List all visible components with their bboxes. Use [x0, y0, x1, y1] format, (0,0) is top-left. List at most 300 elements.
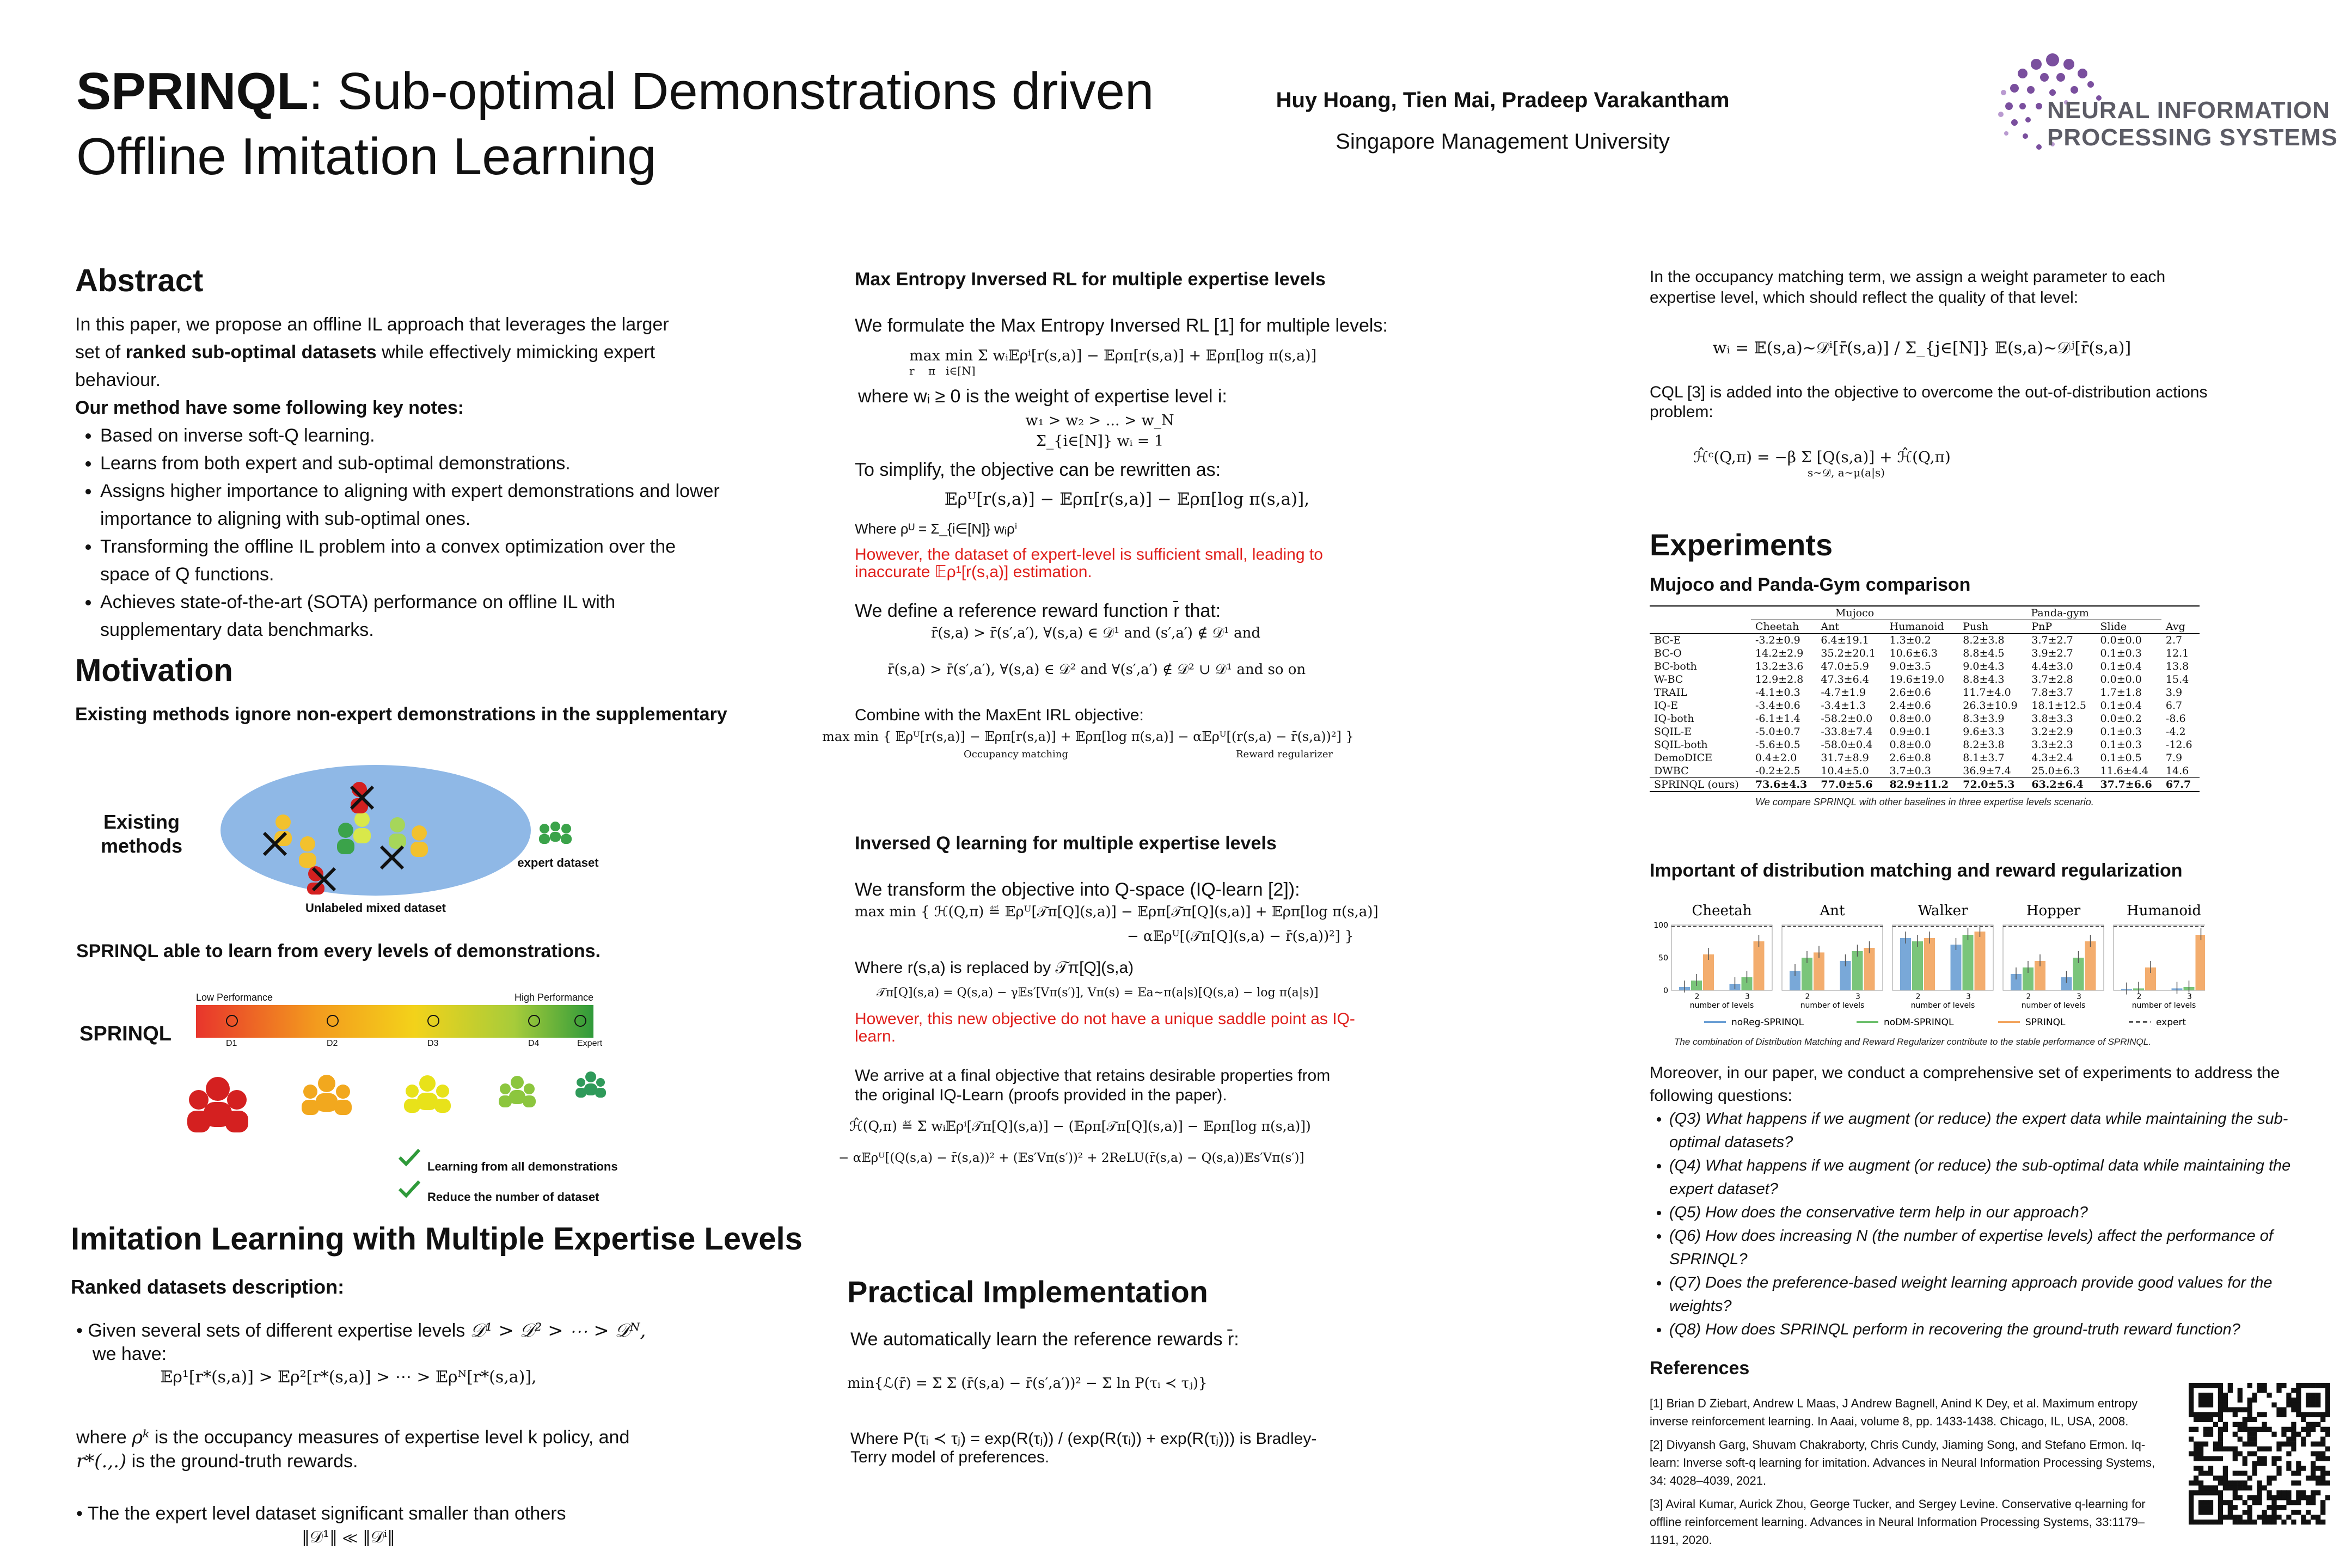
qr-module — [2306, 1402, 2311, 1407]
qr-module — [2218, 1398, 2223, 1402]
qr-module — [2286, 1500, 2291, 1505]
invq-eq1b: − α𝔼ρᵁ[(𝒯π[Q](s,a) − r̄(s,a))²] } — [1127, 928, 1354, 945]
qr-module — [2218, 1388, 2223, 1393]
qr-module — [2311, 1490, 2316, 1495]
legend-label: SPRINQL — [2025, 1017, 2066, 1028]
abstract-p2-pre: set of — [75, 342, 126, 363]
maxent-p1: We formulate the Max Entropy Inversed RL [1] for multiple levels: — [855, 315, 1388, 336]
qr-module — [2276, 1442, 2281, 1447]
table-cell: -58.2±0.0 — [1821, 713, 1873, 725]
qr-module — [2320, 1437, 2325, 1442]
qr-module — [2281, 1520, 2286, 1524]
qr-module — [2189, 1520, 2194, 1524]
table-cell: 77.0±5.6 — [1821, 779, 1873, 791]
table-cell: 8.2±3.8 — [1963, 634, 2005, 646]
maxent-red-note: However, the dataset of expert-level is sufficient small, leading to inaccurate 𝔼ρ¹[r(s,a)] estimation. — [855, 546, 1323, 581]
x-tick-label: 3 — [2077, 993, 2081, 1001]
table-caption: We compare SPRINQL with other baselines in three expertise levels scenario. — [1755, 797, 2094, 807]
qr-module — [2203, 1412, 2208, 1417]
table-cell: IQ-E — [1654, 700, 1679, 712]
bar — [1912, 941, 1923, 990]
level-markers — [196, 1005, 603, 1049]
qr-module — [2291, 1422, 2296, 1427]
experiments-heading: Experiments — [1650, 528, 1833, 562]
qr-module — [2198, 1471, 2203, 1475]
table-cell: 19.6±19.0 — [1889, 673, 1945, 685]
table-cell: 15.4 — [2165, 673, 2189, 685]
qr-module — [2233, 1422, 2238, 1427]
qr-module — [2238, 1471, 2243, 1475]
motivation-heading: Motivation — [75, 653, 233, 688]
table-cell: -5.6±0.5 — [1755, 739, 1800, 751]
table-cell: -12.6 — [2165, 739, 2192, 751]
table-cell: 10.4±5.0 — [1821, 765, 1869, 777]
qr-module — [2247, 1412, 2252, 1417]
qr-module — [2233, 1515, 2238, 1520]
title-rest: : Sub-optimal Demonstrations driven — [308, 62, 1154, 120]
table-cell: -6.1±1.4 — [1755, 713, 1800, 725]
qr-module — [2198, 1500, 2203, 1505]
x-tick-label: 2 — [1915, 993, 1921, 1001]
qr-module — [2311, 1466, 2316, 1471]
qr-module — [2218, 1437, 2223, 1442]
qr-module — [2257, 1383, 2262, 1388]
qr-module — [2316, 1383, 2320, 1388]
qr-module — [2238, 1407, 2243, 1412]
table-cell: 2.6±0.8 — [1889, 752, 1931, 764]
y-tick-label: 50 — [1658, 954, 1668, 963]
qr-module — [2233, 1456, 2238, 1461]
qr-module — [2301, 1490, 2306, 1495]
practical-section — [847, 1274, 1631, 1467]
maxent-simplify: To simplify, the objective can be rewritten as: — [855, 460, 1221, 480]
table-cell: 0.1±0.4 — [2100, 700, 2142, 712]
qr-module — [2218, 1505, 2223, 1510]
logo-line2: PROCESSING SYSTEMS — [2047, 124, 2338, 151]
qr-module — [2286, 1461, 2291, 1466]
qr-module — [2252, 1466, 2257, 1471]
qr-module — [2281, 1383, 2286, 1388]
list-item: • Assigns higher importance to aligning with expert demonstrations and lower importance to aligning with sub-optimal ones. — [100, 477, 726, 533]
qr-module — [2223, 1393, 2228, 1398]
list-item: • (Q6) How does increasing N (the number of expertise levels) affect the performance of SPRINQL? — [1669, 1224, 2295, 1271]
qr-module — [2306, 1475, 2311, 1480]
qr-module — [2296, 1383, 2301, 1388]
qr-module — [2208, 1500, 2213, 1505]
table-cell: 9.6±3.3 — [1963, 726, 2005, 738]
qr-module — [2243, 1407, 2247, 1412]
qr-module — [2257, 1412, 2262, 1417]
qr-module — [2276, 1388, 2281, 1393]
table-cell: 2.6±0.6 — [1889, 687, 1931, 699]
qr-module — [2271, 1515, 2276, 1520]
invq-eq3: ℋ̂(Q,π) ≝ Σ wᵢ𝔼ρⁱ[𝒯π[Q](s,a)] − (𝔼ρπ[𝒯π[Q](s,a)] − 𝔼ρπ[log π(s,a)]) — [849, 1118, 1311, 1134]
qr-module — [2203, 1442, 2208, 1447]
table-cell: -3.4±1.3 — [1821, 700, 1866, 712]
abstract-section — [75, 262, 837, 644]
level-label: Expert — [577, 1039, 603, 1048]
maxent-where-rho: Where ρᵁ = Σ_{i∈[N]} wᵢρⁱ — [855, 520, 1018, 537]
qr-module — [2247, 1515, 2252, 1520]
qr-module — [2286, 1398, 2291, 1402]
qr-module — [2301, 1383, 2306, 1388]
qr-module — [2223, 1466, 2228, 1471]
imitation-b1-pre: Given several sets of different expertise levels — [88, 1320, 470, 1341]
qr-module — [2247, 1398, 2252, 1402]
qr-module — [2281, 1495, 2286, 1500]
qr-module — [2213, 1490, 2218, 1495]
panel-title: Walker — [1918, 903, 1968, 919]
qr-module — [2189, 1500, 2194, 1505]
qr-module — [2189, 1495, 2194, 1500]
qr-module — [2208, 1402, 2213, 1407]
x-tick-label: 2 — [2026, 993, 2031, 1001]
qr-module — [2257, 1485, 2262, 1490]
qr-module — [2243, 1520, 2247, 1524]
qr-module — [2233, 1505, 2238, 1510]
qr-module — [2198, 1451, 2203, 1456]
qr-module — [2208, 1466, 2213, 1471]
x-tick-label: 3 — [2187, 993, 2192, 1001]
qr-module — [2194, 1412, 2198, 1417]
qr-module — [2320, 1456, 2325, 1461]
table-cell: 1.3±0.2 — [1889, 634, 1931, 646]
qr-module — [2301, 1515, 2306, 1520]
qr-module — [2252, 1471, 2257, 1475]
qr-module — [2325, 1456, 2330, 1461]
qr-module — [2267, 1480, 2271, 1485]
imitation-section: Imitation Learning with Multiple Expertise Levels Ranked datasets description: • Given several sets of different expertise levels 𝒟¹ > 𝒟² > ⋯ > 𝒟ᴺ, we have: 𝔼ρ¹[r*(s,a)] > 𝔼ρ²[r*(s,a)] > ⋯ > 𝔼ρᴺ[r*(s,a)], where ρᵏ is the occupancy measures of expertise level k policy, and r*(.,.) is the ground-truth rewards. • The the expert level dataset significant smaller than others ‖𝒟¹‖ ≪ ‖𝒟ⁱ‖ — [71, 1221, 877, 1551]
table-cell: -4.1±0.3 — [1755, 687, 1800, 699]
qr-module — [2252, 1451, 2257, 1456]
table-cell: 3.2±2.9 — [2031, 726, 2073, 738]
table-cell: 11.7±4.0 — [1963, 687, 2011, 699]
qr-module — [2189, 1398, 2194, 1402]
qr-module — [2189, 1505, 2194, 1510]
x-tick-label: 2 — [2136, 993, 2142, 1001]
weights-p1: In the occupancy matching term, we assign a weight parameter to each expertise level, which should reflect the quality of that level: — [1650, 268, 2166, 307]
qr-module — [2306, 1398, 2311, 1402]
qr-module — [2267, 1495, 2271, 1500]
qr-module — [2325, 1427, 2330, 1432]
qr-module — [2257, 1456, 2262, 1461]
table-row — [1650, 699, 2200, 712]
qr-module — [2291, 1402, 2296, 1407]
qr-module — [2218, 1432, 2223, 1437]
table-row — [1650, 725, 2200, 738]
qr-module — [2238, 1495, 2243, 1500]
qr-module — [2320, 1475, 2325, 1480]
affiliation: Singapore Management University — [1336, 130, 1670, 154]
qr-module — [2252, 1398, 2257, 1402]
table-cell: 10.6±6.3 — [1889, 647, 1938, 659]
table-cell: -5.0±0.7 — [1755, 726, 1800, 738]
qr-module — [2247, 1495, 2252, 1500]
table-cell: -3.2±0.9 — [1755, 634, 1800, 646]
qr-module — [2311, 1442, 2316, 1447]
qr-module — [2203, 1427, 2208, 1432]
high-perf-label: High Performance — [514, 992, 594, 1003]
table-cell: 12.9±2.8 — [1755, 673, 1804, 685]
table-cell: -3.4±0.6 — [1755, 700, 1800, 712]
qr-module — [2262, 1456, 2267, 1461]
qr-module — [2311, 1422, 2316, 1427]
notes-heading: Our method have some following key notes: — [75, 397, 464, 418]
qr-module — [2325, 1393, 2330, 1398]
qr-module — [2208, 1412, 2213, 1417]
qr-module — [2271, 1495, 2276, 1500]
table-cell: TRAIL — [1654, 687, 1687, 699]
list-item: • Achieves state-of-the-art (SOTA) performance on offline IL with supplementary data benchmarks. — [100, 589, 726, 644]
group-header: Panda-gym — [1958, 606, 2161, 620]
qr-module — [2320, 1510, 2325, 1515]
qr-module — [2228, 1485, 2233, 1490]
qr-module — [2320, 1505, 2325, 1510]
table-cell: 8.2±3.8 — [1963, 739, 2005, 751]
maxent-define: We define a reference reward function r̄ that: — [855, 601, 1221, 621]
qr-module — [2276, 1383, 2281, 1388]
qr-module — [2228, 1515, 2233, 1520]
table-cell: 7.9 — [2165, 752, 2183, 764]
qr-module — [2233, 1407, 2238, 1412]
references-section — [1650, 1358, 2172, 1549]
qr-module — [2198, 1417, 2203, 1422]
experiments-section — [1650, 527, 2303, 596]
qr-module — [2301, 1520, 2306, 1524]
weights-eq2-sub: s∼𝒟, a∼μ(a|s) — [1808, 466, 1885, 479]
panel-title: Cheetah — [1692, 903, 1752, 919]
abstract-p3: behaviour. — [75, 370, 161, 390]
qr-module — [2301, 1495, 2306, 1500]
qr-module — [2218, 1500, 2223, 1505]
qr-module — [2311, 1393, 2316, 1398]
x-tick-label: 3 — [1966, 993, 1971, 1001]
moreover-text: Moreover, in our paper, we conduct a comprehensive set of experiments to address the following questions: — [1650, 1064, 2280, 1105]
qr-module — [2271, 1500, 2276, 1505]
weights-section — [1650, 267, 2303, 479]
qr-module — [2320, 1480, 2325, 1485]
qr-module — [2203, 1520, 2208, 1524]
table-cell: 47.0±5.9 — [1821, 660, 1869, 672]
ablation-chart — [1650, 901, 2205, 1043]
checkmark-icon — [397, 1148, 421, 1167]
qr-module — [2223, 1398, 2228, 1402]
experiments-subheading: Mujoco and Panda-Gym comparison — [1650, 574, 1971, 595]
qr-module — [2271, 1475, 2276, 1480]
table-cell: 31.7±8.9 — [1821, 752, 1869, 764]
qr-module — [2238, 1451, 2243, 1456]
qr-module — [2262, 1510, 2267, 1515]
qr-module — [2213, 1412, 2218, 1417]
qr-module — [2203, 1383, 2208, 1388]
column-header: Ant — [1821, 621, 1839, 633]
qr-module — [2203, 1402, 2208, 1407]
qr-module — [2257, 1500, 2262, 1505]
table-cell: 0.1±0.3 — [2100, 726, 2142, 738]
qr-module — [2271, 1510, 2276, 1515]
table-cell: SQIL-both — [1654, 739, 1708, 751]
list-item: • (Q7) Does the preference-based weight learning approach provide good values for the weights? — [1669, 1271, 2295, 1318]
invq-replaced: Where r(s,a) is replaced by 𝒯π[Q](s,a) — [855, 959, 1134, 977]
qr-module — [2198, 1412, 2203, 1417]
qr-module — [2271, 1432, 2276, 1437]
qr-module — [2296, 1480, 2301, 1485]
qr-module — [2189, 1393, 2194, 1398]
bar — [1963, 935, 1974, 990]
qr-module — [2301, 1437, 2306, 1442]
qr-module — [2291, 1510, 2296, 1515]
imitation-where2-math: r*(.,.) — [76, 1450, 127, 1472]
qr-module — [2257, 1490, 2262, 1495]
table-cell: 2.7 — [2165, 634, 2183, 646]
qr-module — [2291, 1398, 2296, 1402]
qr-module — [2218, 1495, 2223, 1500]
qr-module — [2238, 1437, 2243, 1442]
qr-module — [2223, 1427, 2228, 1432]
qr-module — [2194, 1427, 2198, 1432]
table-row — [1650, 738, 2200, 751]
qr-module — [2311, 1402, 2316, 1407]
table-cell: SPRINQL (ours) — [1654, 779, 1739, 791]
qr-module — [2228, 1480, 2233, 1485]
qr-module — [2247, 1510, 2252, 1515]
qr-module — [2271, 1505, 2276, 1510]
table-cell: 4.4±3.0 — [2031, 660, 2073, 672]
table-cell: 37.7±6.6 — [2100, 779, 2152, 791]
qr-module — [2267, 1520, 2271, 1524]
qr-module — [2203, 1500, 2208, 1505]
qr-module — [2325, 1495, 2330, 1500]
qr-module — [2267, 1490, 2271, 1495]
qr-module — [2316, 1422, 2320, 1427]
table-cell: 0.0±0.0 — [2100, 634, 2142, 646]
qr-module — [2238, 1393, 2243, 1398]
table-body — [1650, 634, 2200, 778]
qr-module — [2223, 1402, 2228, 1407]
bar — [1814, 952, 1824, 990]
qr-module — [2213, 1456, 2218, 1461]
qr-module — [2325, 1383, 2330, 1388]
qr-module — [2223, 1485, 2228, 1490]
maxent-eq3: r̄(s,a) > r̄(s′,a′), ∀(s,a) ∈ 𝒟¹ and (s′,a′) ∉ 𝒟¹ and — [931, 625, 1261, 641]
imitation-where2-post: is the ground-truth rewards. — [126, 1451, 358, 1472]
logo-line1: NEURAL INFORMATION — [2047, 97, 2330, 124]
qr-code-icon[interactable] — [2189, 1383, 2330, 1535]
checkmark-icon — [397, 1179, 421, 1199]
qr-module — [2189, 1402, 2194, 1407]
qr-module — [2320, 1500, 2325, 1505]
notes-list — [75, 422, 726, 644]
maxent-eq4: r̄(s,a) > r̄(s′,a′), ∀(s,a) ∈ 𝒟² and ∀(s′,a′) ∉ 𝒟² ∪ 𝒟¹ and so on — [887, 661, 1306, 678]
qr-module — [2189, 1407, 2194, 1412]
qr-module — [2276, 1515, 2281, 1520]
existing-methods-label: Existing methods — [100, 811, 182, 857]
qr-module — [2276, 1456, 2281, 1461]
abstract-heading: Abstract — [75, 263, 204, 298]
table-cell: 0.0±0.0 — [2100, 673, 2142, 685]
qr-module — [2228, 1383, 2233, 1388]
list-item: • Learns from both expert and sub-optimal demonstrations. — [100, 450, 726, 477]
qr-module — [2252, 1393, 2257, 1398]
qr-module — [2194, 1480, 2198, 1485]
table-cell: 2.4±0.6 — [1889, 700, 1931, 712]
qr-module — [2316, 1490, 2320, 1495]
results-table-wrap — [1650, 605, 2200, 808]
qr-module — [2286, 1427, 2291, 1432]
results-table — [1650, 605, 2200, 792]
table-cell: 0.1±0.4 — [2100, 660, 2142, 672]
qr-module — [2276, 1471, 2281, 1475]
table-row — [1650, 634, 2200, 647]
maxent-eq1: max min Σ wᵢ𝔼ρⁱ[r(s,a)] − 𝔼ρπ[r(s,a)] + 𝔼ρπ[log π(s,a)] — [909, 347, 1317, 364]
invq-red-note: However, this new objective do not have a unique saddle point as IQ-learn. — [855, 1010, 1355, 1045]
qr-module — [2296, 1398, 2301, 1402]
qr-module — [2223, 1475, 2228, 1480]
table-cell: 3.3±2.3 — [2031, 739, 2073, 751]
qr-module — [2243, 1500, 2247, 1505]
qr-module — [2311, 1461, 2316, 1466]
qr-module — [2267, 1427, 2271, 1432]
group-header: Mujoco — [1751, 606, 1958, 620]
qr-module — [2203, 1471, 2208, 1475]
qr-module — [2262, 1412, 2267, 1417]
qr-module — [2257, 1515, 2262, 1520]
table-cell: 12.1 — [2165, 647, 2189, 659]
qr-module — [2301, 1417, 2306, 1422]
qr-module — [2311, 1427, 2316, 1432]
qr-module — [2262, 1427, 2267, 1432]
qr-module — [2194, 1447, 2198, 1451]
qr-module — [2325, 1447, 2330, 1451]
table-cell: 3.7±2.8 — [2031, 673, 2073, 685]
qr-module — [2213, 1442, 2218, 1447]
qr-module — [2247, 1427, 2252, 1432]
qr-module — [2311, 1412, 2316, 1417]
qr-module — [2276, 1495, 2281, 1500]
qr-module — [2267, 1447, 2271, 1451]
qr-module — [2194, 1417, 2198, 1422]
qr-module — [2218, 1456, 2223, 1461]
qr-module — [2233, 1495, 2238, 1500]
table-cell: 8.3±3.9 — [1963, 713, 2005, 725]
qr-module — [2281, 1490, 2286, 1495]
table-cell: 9.0±3.5 — [1889, 660, 1931, 672]
qr-module — [2286, 1437, 2291, 1442]
qr-module — [2306, 1412, 2311, 1417]
qr-module — [2203, 1417, 2208, 1422]
table-cell: 1.7±1.8 — [2100, 687, 2142, 699]
weights-cql: CQL [3] is added into the objective to overcome the out-of-distribution actions problem: — [1650, 383, 2208, 421]
qr-module — [2194, 1456, 2198, 1461]
qr-module — [2252, 1520, 2257, 1524]
qr-module — [2198, 1442, 2203, 1447]
qr-module — [2208, 1456, 2213, 1461]
maxent-eq2: 𝔼ρᵁ[r(s,a)] − 𝔼ρπ[r(s,a)] − 𝔼ρπ[log π(s,a)], — [944, 489, 1310, 509]
qr-module — [2276, 1466, 2281, 1471]
x-axis-label: number of levels — [1910, 1001, 1975, 1010]
qr-module — [2291, 1427, 2296, 1432]
sprinql-label: SPRINQL — [79, 1022, 171, 1045]
qr-module — [2238, 1422, 2243, 1427]
qr-module — [2325, 1407, 2330, 1412]
qr-module — [2286, 1515, 2291, 1520]
level-label: D4 — [528, 1039, 540, 1048]
qr-module — [2198, 1510, 2203, 1515]
table-cell: 47.3±6.4 — [1821, 673, 1869, 685]
table-cell: 26.3±10.9 — [1963, 700, 2018, 712]
qr-module — [2218, 1417, 2223, 1422]
abstract-p2-post: while effectively mimicking expert — [376, 342, 656, 363]
